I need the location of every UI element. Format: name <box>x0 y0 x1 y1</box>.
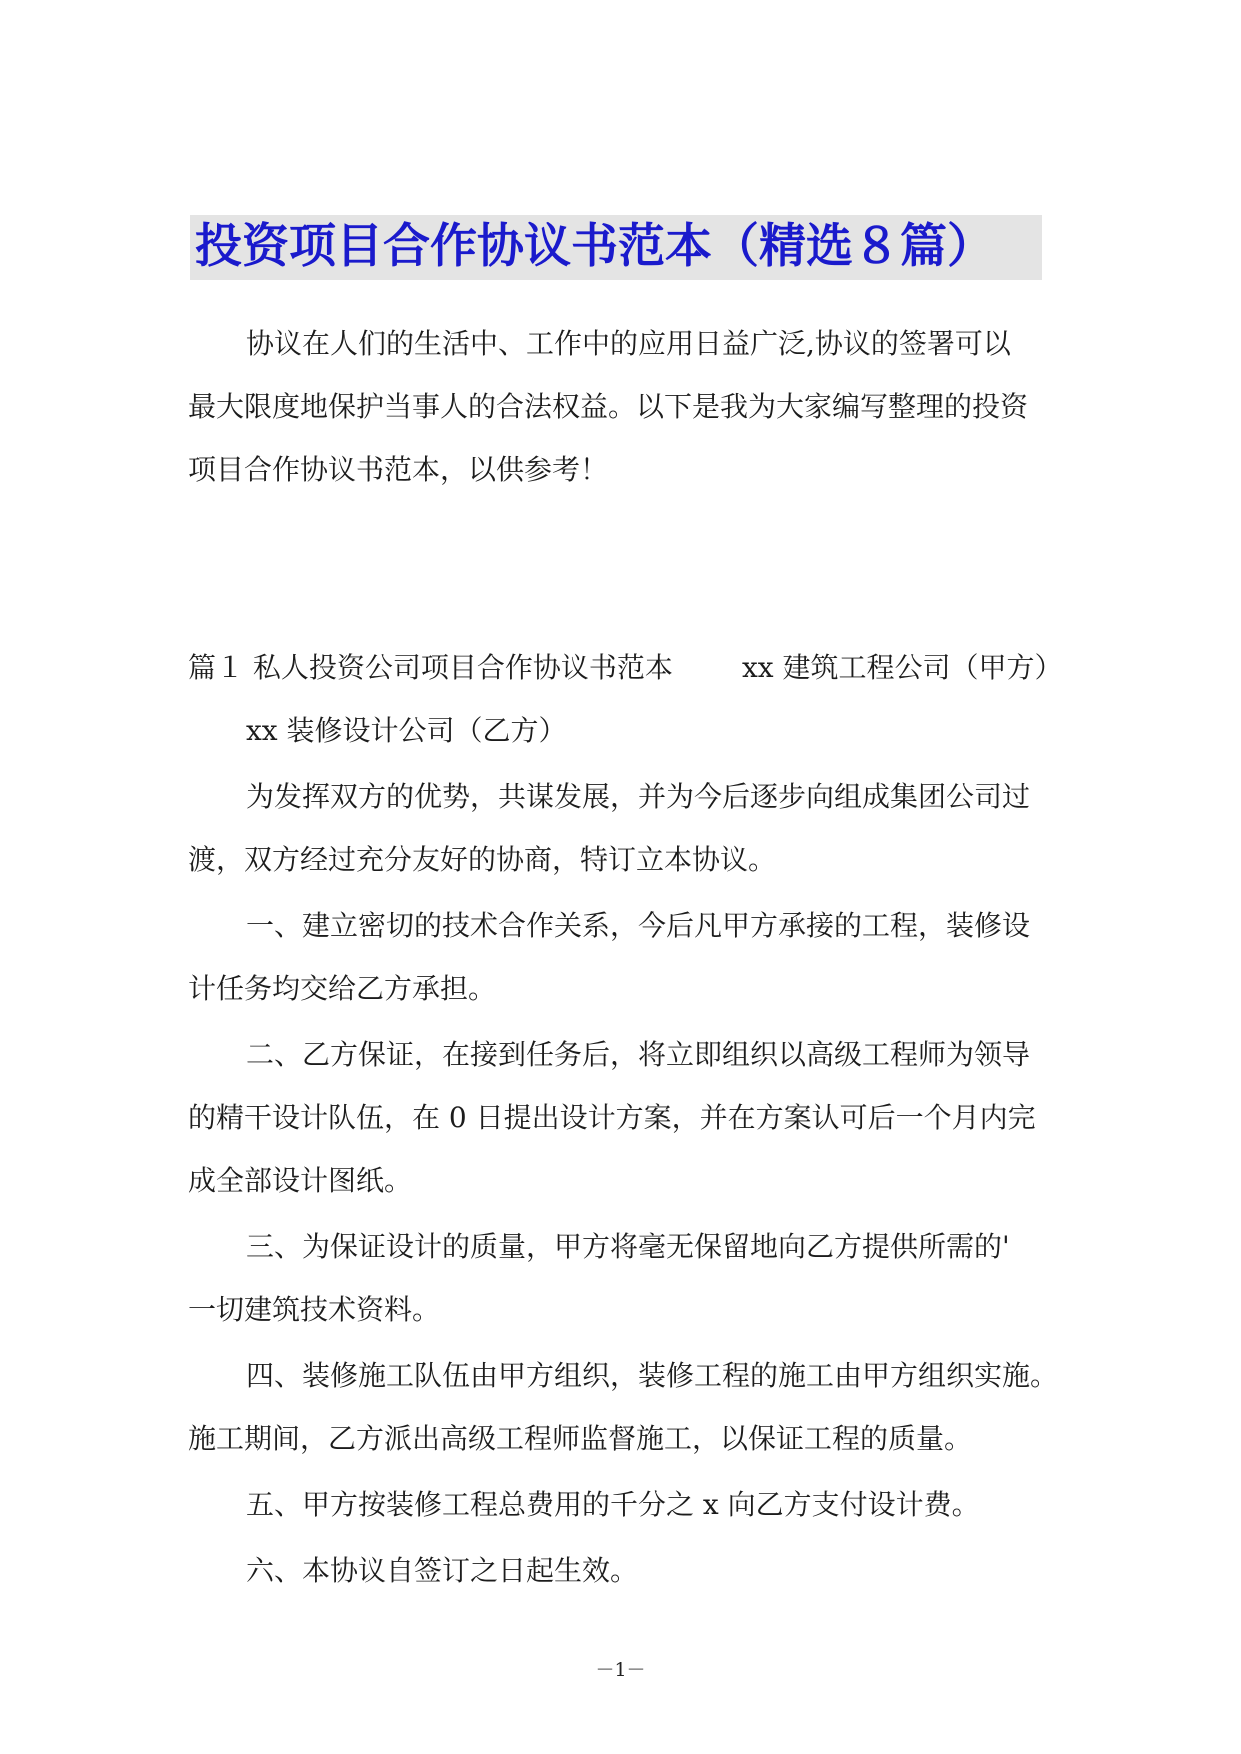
section-heading: 篇１ 私人投资公司项目合作协议书范本 <box>188 651 673 684</box>
paragraph-line: 五、甲方按装修工程总费用的千分之 x 向乙方支付设计费。 <box>246 1488 980 1521</box>
paragraph-line: 三、为保证设计的质量，甲方将毫无保留地向乙方提供所需的' <box>246 1230 1010 1263</box>
paragraph-line: 六、本协议自签订之日起生效。 <box>246 1554 639 1587</box>
party-a: xx 建筑工程公司（甲方） <box>742 651 1063 684</box>
paragraph-line: 一切建筑技术资料。 <box>188 1293 441 1326</box>
paragraph-line: 计任务均交给乙方承担。 <box>188 972 497 1005</box>
paragraph-line: 施工期间，乙方派出高级工程师监督施工，以保证工程的质量。 <box>188 1422 973 1455</box>
party-b: xx 装修设计公司（乙方） <box>246 714 567 747</box>
paragraph-line: 四、装修施工队伍由甲方组织，装修工程的施工由甲方组织实施。 <box>246 1359 1059 1392</box>
page-number: －1－ <box>595 1659 646 1681</box>
paragraph-line: 成全部设计图纸。 <box>188 1164 413 1197</box>
document-title: 投资项目合作协议书范本（精选８篇） <box>195 219 994 274</box>
intro-line: 协议在人们的生活中、工作中的应用日益广泛,协议的签署可以 <box>246 327 1011 360</box>
paragraph-line: 为发挥双方的优势，共谋发展，并为今后逐步向组成集团公司过 <box>246 780 1031 813</box>
intro-line: 最大限度地保护当事人的合法权益。以下是我为大家编写整理的投资 <box>188 390 1029 423</box>
intro-line: 项目合作协议书范本，以供参考！ <box>188 453 609 486</box>
paragraph-line: 一、建立密切的技术合作关系，今后凡甲方承接的工程，装修设 <box>246 909 1031 942</box>
paragraph-line: 渡，双方经过充分友好的协商，特订立本协议。 <box>188 843 777 876</box>
paragraph-line: 的精干设计队伍，在 0 日提出设计方案，并在方案认可后一个月内完 <box>188 1101 1036 1134</box>
paragraph-line: 二、乙方保证，在接到任务后，将立即组织以高级工程师为领导 <box>246 1038 1031 1071</box>
